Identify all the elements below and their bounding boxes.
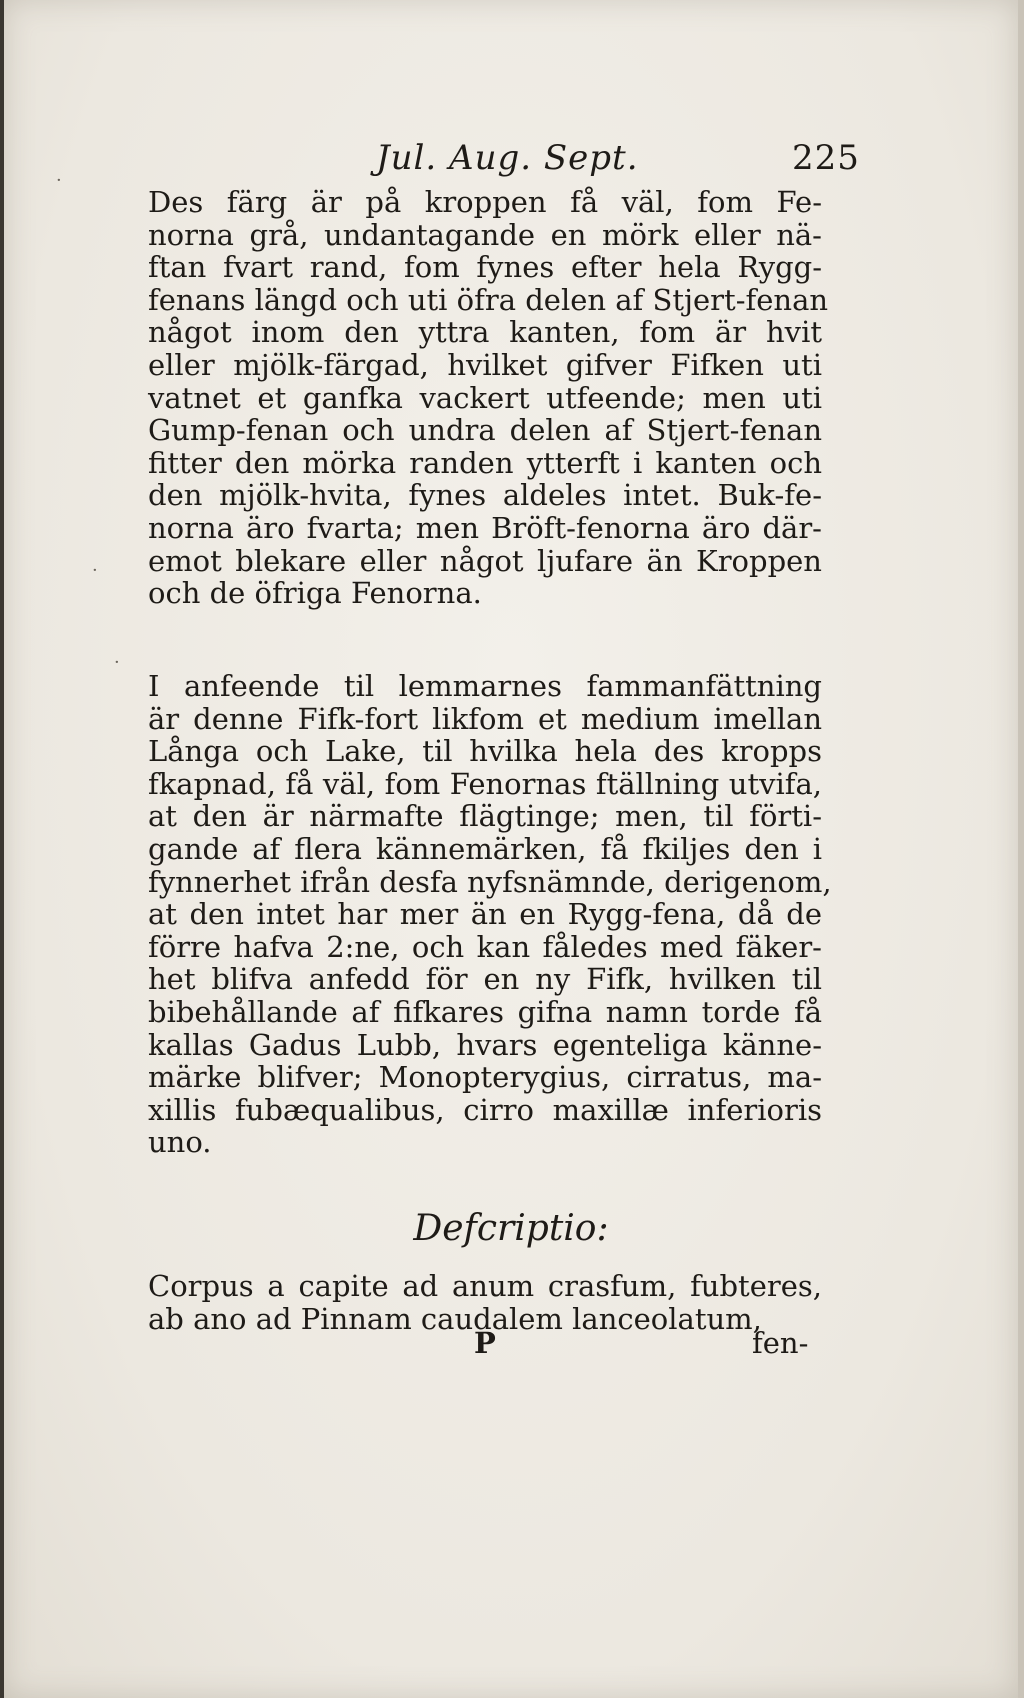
text-line: något inom den yttra kanten, fom är hvit: [148, 315, 822, 350]
text-line: Långa och Lake, til hvilka hela des kropps: [148, 734, 822, 769]
text-line: fenans längd och uti öfra delen af Stjert-fenan: [148, 282, 829, 317]
margin-speck: ·: [114, 652, 120, 673]
text-line: norna äro fvarta; men Bröft-fenorna äro där-: [148, 511, 822, 545]
margin-speck: ·: [92, 560, 98, 581]
text-line: kallas Gadus Lubb, hvars egenteliga känne-: [148, 1027, 822, 1062]
text-line: förre hafva 2:ne, och kan fåledes med fäker-: [148, 929, 822, 964]
text-line: märke blifver; Monopterygius, cirratus, ma-: [148, 1060, 822, 1095]
text-line: vatnet et ganfka vackert utfeende; men uti: [148, 380, 822, 415]
text-line: uno.: [148, 1125, 212, 1160]
text-line: emot blekare eller något ljufare än Kroppen: [148, 543, 822, 578]
text-line: het blifva anfedd för en ny Fifk, hvilken til: [148, 962, 822, 997]
signature-mark: P: [474, 1326, 496, 1360]
page-edge: [0, 0, 4, 1698]
text-line: at den intet har mer än en Rygg-fena, då de: [148, 897, 822, 932]
text-line: ab ano ad Pinnam caudalem lanceolatum,: [148, 1301, 762, 1336]
text-line: gande af flera kännemärken, få fkiljes den i: [148, 832, 822, 866]
text-line: den mjölk-hvita, fynes aldeles intet. Buk-fe-: [148, 478, 822, 513]
book-page: [4, 0, 1018, 1698]
text-line: Corpus a capite ad anum crasfum, fubteres,: [148, 1269, 822, 1303]
text-line: norna grå, undantagande en mörk eller nä-: [148, 217, 822, 252]
text-line: Gump-fenan och undra delen af Stjert-fenan: [148, 413, 822, 448]
text-line: eller mjölk-färgad, hvilket gifver Fifken uti: [148, 348, 822, 382]
text-line: och de öfriga Fenorna.: [148, 576, 482, 611]
text-line: I anfeende til lemmarnes fammanfättning: [148, 669, 822, 703]
text-line: fitter den mörka randen ytterft i kanten och: [148, 445, 822, 480]
text-line: xillis fubæqualibus, cirro maxillæ inferioris: [148, 1092, 822, 1127]
section-heading: Defcriptio:: [413, 1208, 609, 1249]
text-line: Des färg är på kroppen få väl, fom Fe-: [148, 185, 822, 219]
text-line: ftan fvart rand, fom fynes efter hela Rygg-: [148, 250, 822, 285]
catchword: fen-: [752, 1326, 809, 1360]
text-line: är denne Fifk-fort likfom et medium imellan: [148, 701, 822, 736]
text-line: fkapnad, få väl, fom Fenornas ftällning utvifa,: [148, 766, 822, 801]
text-line: bibehållande af fifkares gifna namn torde få: [148, 995, 822, 1029]
page-number: 225: [792, 138, 860, 178]
text-line: at den är närmafte flägtinge; men, til förti-: [148, 799, 822, 834]
running-head: [4, 138, 1018, 182]
text-line: fynnerhet ifrån desfa nyfsnämnde, derigenom,: [148, 864, 832, 899]
running-head-title: Jul. Aug. Sept.: [376, 138, 639, 178]
margin-speck: ·: [56, 170, 62, 191]
